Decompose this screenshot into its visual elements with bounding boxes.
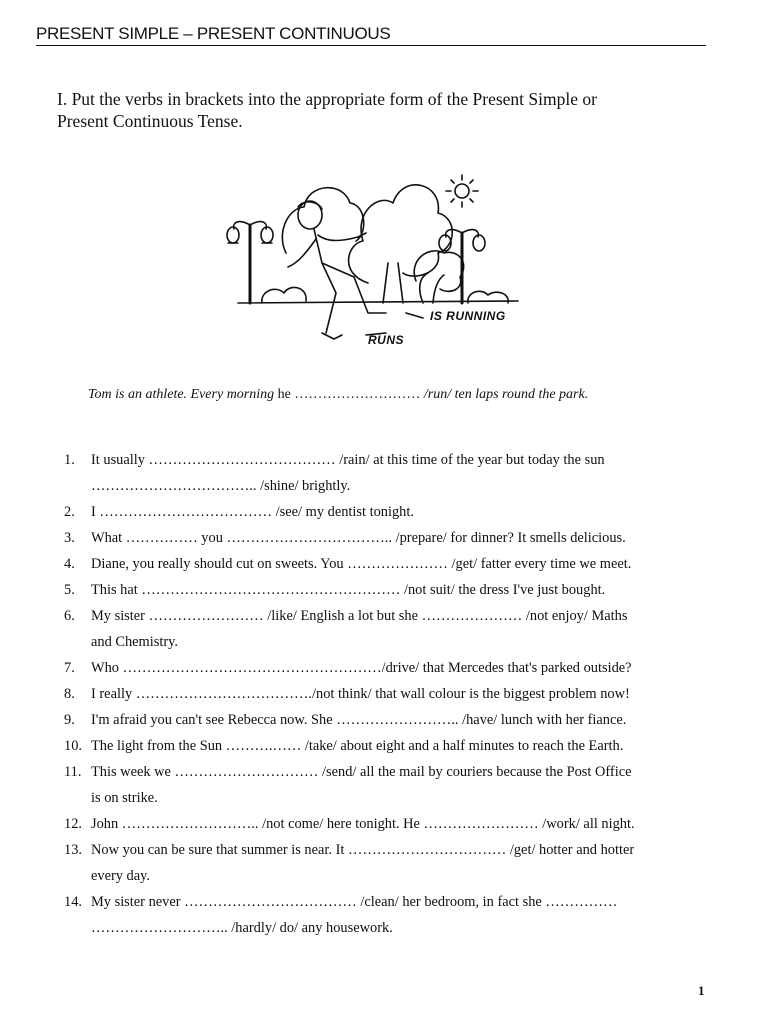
exercise-item-7 bbox=[64, 655, 740, 681]
exercise-text: I ……………………………… /see/ my dentist tonight. bbox=[91, 504, 414, 520]
is-running-label: IS RUNNING bbox=[430, 309, 506, 323]
example-part-3: /run/ ten laps round the park. bbox=[423, 387, 589, 402]
exercise-text: This week we ………………………… /send/ all the mail by couriers because the Post Office bbox=[91, 764, 632, 780]
page-header bbox=[36, 24, 706, 46]
exercise-number: 14. bbox=[64, 894, 82, 910]
exercise-number: 12. bbox=[64, 816, 82, 832]
exercise-number: 2. bbox=[64, 504, 75, 520]
instructions-line-1: I. Put the verbs in brackets into the appropriate form of the Present Simple or bbox=[57, 89, 597, 109]
exercise-item-6 bbox=[64, 603, 740, 629]
exercise-text: I'm afraid you can't see Rebecca now. She …………………….. /have/ lunch with her fiance. bbox=[91, 712, 627, 728]
exercise-text: This hat ……………………………………………… /not suit/ the dress I've just bought. bbox=[91, 582, 606, 598]
exercise-item-13 bbox=[64, 837, 740, 863]
exercise-number: 11. bbox=[64, 764, 82, 780]
exercise-item-8 bbox=[64, 681, 740, 707]
exercise-item-4 bbox=[64, 551, 740, 577]
exercise-list bbox=[64, 447, 740, 941]
exercise-item-3 bbox=[64, 525, 740, 551]
runs-label: RUNS bbox=[368, 333, 405, 347]
exercise-number: 10. bbox=[64, 738, 82, 754]
exercise-number: 3. bbox=[64, 530, 75, 546]
example-part-2: he ……………………… bbox=[277, 387, 424, 402]
page-number: 1 bbox=[698, 983, 705, 998]
running-man-illustration bbox=[218, 163, 548, 368]
exercise-text: The light from the Sun ……….…… /take/ about eight and a half minutes to reach the Earth. bbox=[91, 738, 624, 754]
exercise-text: It usually ………………………………… /rain/ at this time of the year but today the sun bbox=[91, 452, 605, 468]
exercise-number: 5. bbox=[64, 582, 75, 598]
exercise-number: 8. bbox=[64, 686, 75, 702]
exercise-item-5 bbox=[64, 577, 740, 603]
exercise-number: 7. bbox=[64, 660, 75, 676]
exercise-item-14 bbox=[64, 889, 740, 915]
exercise-text: Who ………………………………………………/drive/ that Mercedes that's parked outside? bbox=[91, 660, 632, 676]
example-part-1: Tom is an athlete. Every morning bbox=[88, 387, 275, 402]
exercise-continuation: every day. bbox=[91, 868, 150, 884]
exercise-text: Diane, you really should cut on sweets. You ………………… /get/ fatter every time we meet. bbox=[91, 556, 632, 572]
exercise-item-10 bbox=[64, 733, 740, 759]
page-title: PRESENT SIMPLE – PRESENT CONTINUOUS bbox=[36, 24, 391, 43]
exercise-continuation: ……………………….. /hardly/ do/ any housework. bbox=[91, 920, 393, 936]
exercise-item-1 bbox=[64, 447, 740, 473]
exercise-text: My sister …………………… /like/ English a lot but she ………………… /not enjoy/ Maths bbox=[91, 608, 628, 624]
exercise-item-9 bbox=[64, 707, 740, 733]
instructions bbox=[57, 88, 737, 132]
exercise-continuation: is on strike. bbox=[91, 790, 158, 806]
exercise-continuation: and Chemistry. bbox=[91, 634, 178, 650]
exercise-number: 9. bbox=[64, 712, 75, 728]
exercise-text: What …………… you …………………………….. /prepare/ for dinner? It smells delicious. bbox=[91, 530, 626, 546]
exercise-text: I really ………………………………./not think/ that wall colour is the biggest problem now! bbox=[91, 686, 630, 702]
exercise-number: 13. bbox=[64, 842, 82, 858]
example-sentence bbox=[88, 387, 748, 403]
exercise-item-11 bbox=[64, 759, 740, 785]
exercise-text: Now you can be sure that summer is near. It …………………………… /get/ hotter and hotter bbox=[91, 842, 635, 858]
exercise-item-12 bbox=[64, 811, 740, 837]
exercise-number: 6. bbox=[64, 608, 75, 624]
exercise-text: John ……………………….. /not come/ here tonight. He …………………… /work/ all night. bbox=[91, 816, 635, 832]
instructions-line-2: Present Continuous Tense. bbox=[57, 111, 243, 131]
exercise-continuation: …………………………….. /shine/ brightly. bbox=[91, 478, 351, 494]
exercise-item-2 bbox=[64, 499, 740, 525]
exercise-number: 1. bbox=[64, 452, 75, 468]
exercise-number: 4. bbox=[64, 556, 75, 572]
exercise-text: My sister never ……………………………… /clean/ her bedroom, in fact she …………… bbox=[91, 894, 618, 910]
